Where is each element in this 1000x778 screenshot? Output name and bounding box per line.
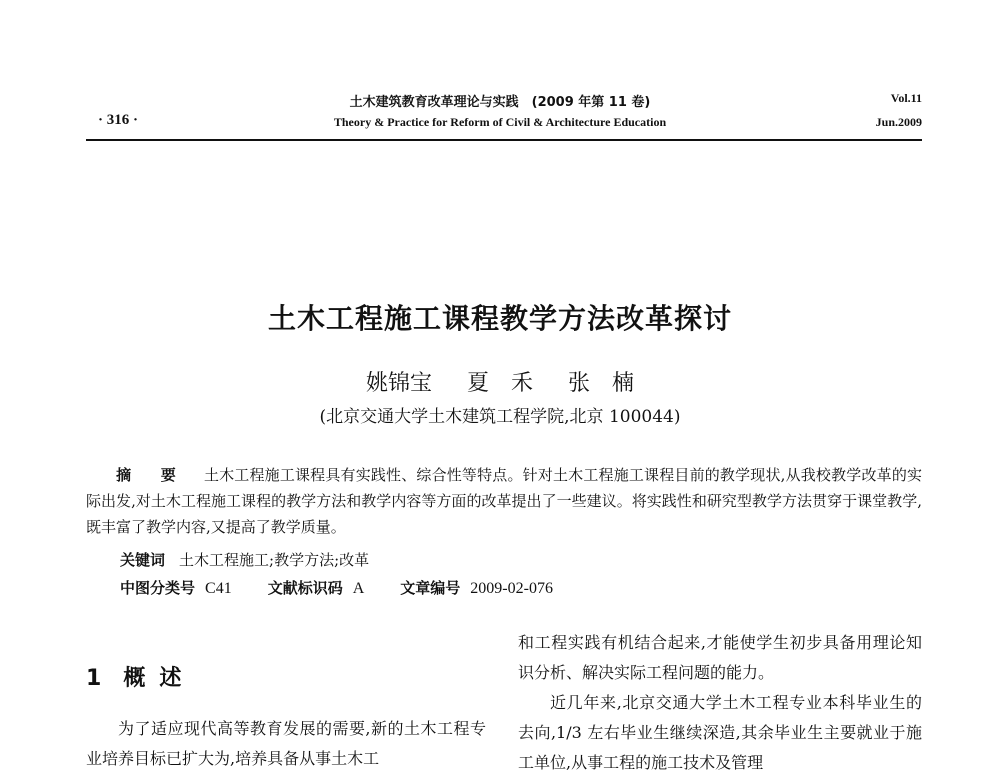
journal-title-chinese: 土木建筑教育改革理论与实践 (2009 年第 11 卷)	[349, 95, 651, 110]
issue-date: Jun.2009	[875, 115, 922, 129]
section-title: 概述	[123, 666, 196, 691]
abstract-label: 摘 要	[116, 466, 188, 484]
doc-code-label: 文献标识码	[267, 579, 343, 597]
author-list	[0, 366, 1000, 397]
author-name: 张 楠	[568, 371, 635, 396]
body-paragraph: 近几年来,北京交通大学土木工程专业本科毕业生的去向,1/3 左右毕业生继续深造,其余毕业生主要就业于施工单位,从事工程的施工技术及管理	[518, 693, 922, 772]
article-number-label: 文章编号	[400, 579, 461, 597]
clc-label: 中图分类号	[120, 579, 196, 597]
keywords-text: 土木工程施工;教学方法;改革	[179, 551, 370, 569]
section-heading	[86, 661, 195, 692]
article-title: 土木工程施工课程教学方法改革探讨	[267, 302, 732, 335]
header-divider	[86, 139, 922, 141]
abstract	[86, 462, 922, 540]
keywords	[120, 549, 369, 570]
left-column	[86, 714, 486, 774]
page-number: · 316 ·	[98, 112, 139, 128]
volume-label: Vol.11	[890, 91, 922, 105]
body-paragraph: 为了适应现代高等教育发展的需要,新的土木工程专业培养目标已扩大为,培养具备从事土木工	[86, 719, 486, 768]
author-name: 夏 禾	[466, 371, 533, 396]
author-affiliation: (北京交通大学土木建筑工程学院,北京 100044)	[319, 407, 681, 427]
body-paragraph-continued: 和工程实践有机结合起来,才能使学生初步具备用理论知识分析、解决实际工程问题的能力。	[518, 633, 922, 682]
classification-line	[120, 577, 589, 598]
section-number: 1	[86, 666, 102, 691]
abstract-text: 土木工程施工课程具有实践性、综合性等特点。针对土木工程施工课程目前的教学现状,从我校教学改革的实际出发,对土木工程施工课程的教学方法和教学内容等方面的改革提出了一些建议。将实践性和研究型教学方法贯穿于课堂教学,既丰富了教学内容,又提高了教学质量。	[86, 466, 922, 536]
journal-title-english: Theory & Practice for Reform of Civil & Architecture Education	[333, 115, 667, 129]
article-number-value: 2009-02-076	[470, 580, 553, 597]
right-column	[518, 628, 922, 778]
clc-value: C41	[205, 580, 232, 597]
doc-code-value: A	[352, 580, 365, 597]
author-name: 姚锦宝	[365, 371, 432, 396]
keywords-label: 关键词	[120, 551, 166, 569]
